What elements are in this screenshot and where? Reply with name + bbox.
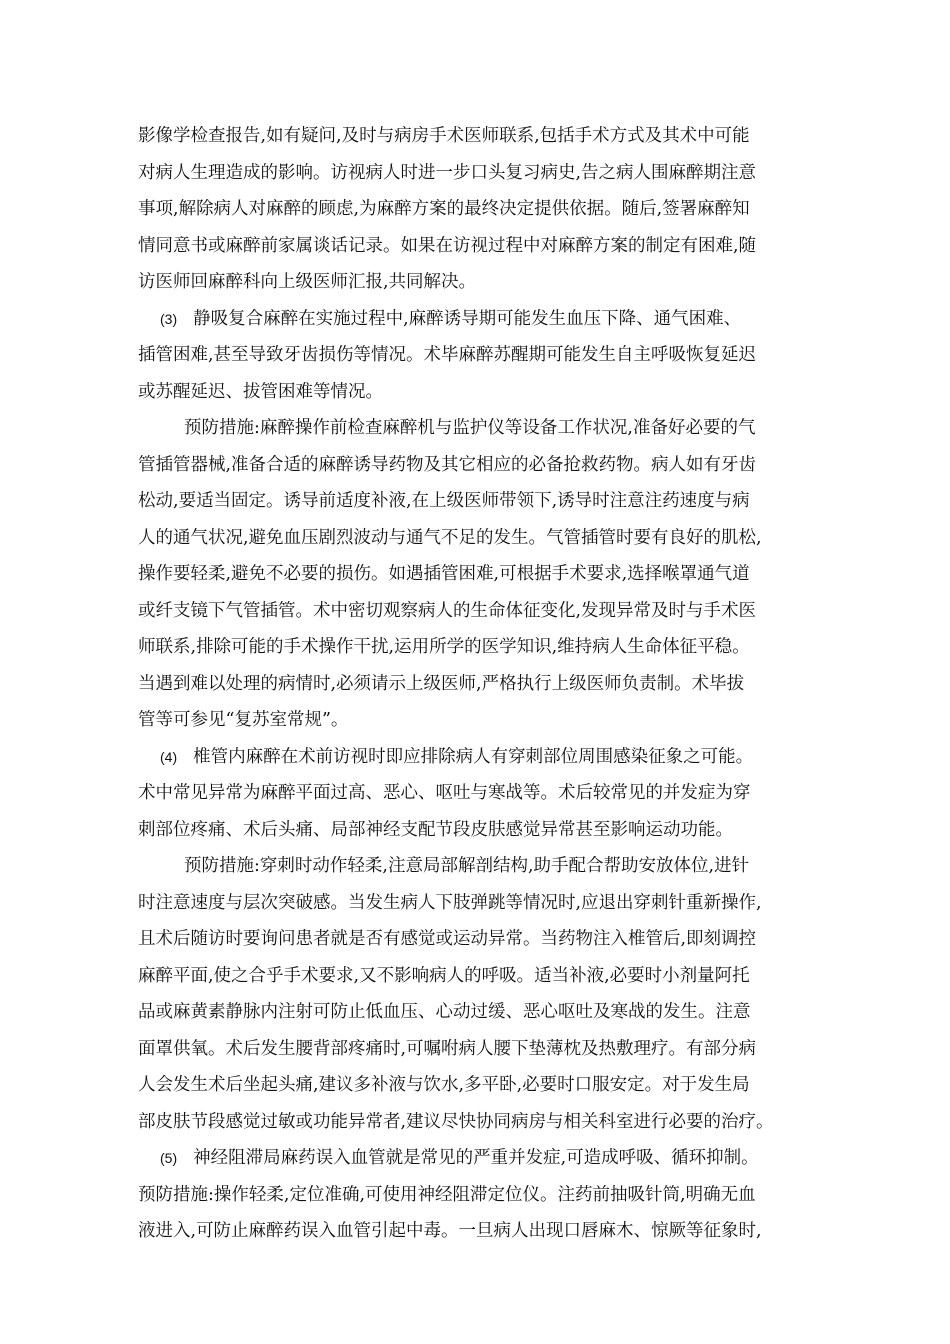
text-line: 情同意书或麻醉前家属谈话记录。如果在访视过程中对麻醉方案的制定有困难,随 xyxy=(138,235,757,256)
text-line-first: 预防措施:麻醉操作前检查麻醉机与监护仪等设备工作状况,准备好必要的气 xyxy=(184,418,756,438)
text-line: 人会发生术后坐起头痛,建议多补液与饮水,多平卧,必要时口服安定。对于发生局 xyxy=(138,1075,750,1095)
text-line-first: 预防措施:穿刺时动作轻柔,注意局部解剖结构,助手配合帮助安放体位,进针 xyxy=(184,856,750,876)
paragraph-item-4 xyxy=(138,739,822,849)
text-line: 品或麻黄素静脉内注射可防止低血压、心动过缓、恶心呕吐及寒战的发生。注意 xyxy=(138,1002,751,1022)
paragraph-item-5 xyxy=(138,1140,822,1250)
text-line: 术中常见异常为麻醉平面过高、恶心、呕吐与寒战等。术后较常见的并发症为穿 xyxy=(138,783,751,803)
text-line: 且术后随访时要询问患者就是否有感觉或运动异常。当药物注入椎管后,即刻调控 xyxy=(138,929,757,949)
text-line: 当遇到难以处理的病情时,必须请示上级医师,严格执行上级医师负责制。术毕拔 xyxy=(138,673,745,694)
text-line: 液进入,可防止麻醉药误入血管引起中毒。一旦病人出现口唇麻木、惊厥等征象时, xyxy=(138,1221,762,1241)
text-line: 人的通气状况,避免血压剧烈波动与通气不足的发生。气管插管时要有良好的肌松, xyxy=(138,527,762,548)
text-line: 面罩供氧。术后发生腰背部疼痛时,可嘱咐病人腰下垫薄枕及热敷理疗。有部分病 xyxy=(138,1038,757,1059)
text-line: 对病人生理造成的影响。访视病人时进一步口头复习病史,告之病人围麻醉期注意 xyxy=(138,162,757,183)
text-line-first xyxy=(138,739,822,776)
text-line: 麻醉平面,使之合乎手术要求,又不影响病人的呼吸。适当补液,必要时小剂量阿托 xyxy=(138,965,750,986)
paragraph-prevention-4 xyxy=(138,848,822,1140)
text-line: 事项,解除病人对麻醉的顾虑,为麻醉方案的最终决定提供依据。随后,签署麻醉知 xyxy=(138,199,750,219)
item-number: (4) xyxy=(160,748,178,765)
paragraph-preop-visit xyxy=(138,118,822,301)
text-line-first xyxy=(138,301,822,338)
text-line: 管等可参见“复苏室常规”。 xyxy=(138,710,349,730)
text-line: 访医师回麻醉科向上级医师汇报,共同解决。 xyxy=(138,272,477,292)
item-number: (5) xyxy=(160,1150,178,1166)
text-line: 插管困难,甚至导致牙齿损伤等情况。术毕麻醉苏醒期可能发生自主呼吸恢复延迟 xyxy=(138,345,757,365)
text-line: 或纤支镜下气管插管。术中密切观察病人的生命体征变化,发现异常及时与手术医 xyxy=(138,600,757,621)
text-line: 或苏醒延迟、拔管困难等情况。 xyxy=(138,381,383,402)
text-line: 神经阻滞局麻药误入血管就是常见的严重并发症,可造成呼吸、循环抑制。 xyxy=(193,1148,759,1168)
text-line: 影像学检查报告,如有疑问,及时与病房手术医师联系,包括手术方式及其术中可能 xyxy=(138,126,750,146)
paragraph-prevention-3 xyxy=(138,410,822,739)
text-line-first xyxy=(138,1140,822,1177)
item-number: (3) xyxy=(160,310,178,327)
text-line: 时注意速度与层次突破感。当发生病人下肢弹跳等情况时,应退出穿刺针重新操作, xyxy=(138,892,762,913)
text-line: 刺部位疼痛、术后头痛、局部神经支配节段皮肤感觉异常甚至影响运动功能。 xyxy=(138,819,733,840)
paragraph-item-3 xyxy=(138,301,822,411)
text-line: 师联系,排除可能的手术操作干扰,运用所学的医学知识,维持病人生命体征平稳。 xyxy=(138,637,750,657)
text-line: 静吸复合麻醉在实施过程中,麻醉诱导期可能发生血压下降、通气困难、 xyxy=(193,308,742,329)
text-line: 操作要轻柔,避免不必要的损伤。如遇插管困难,可根据手术要求,选择喉罩通气道 xyxy=(138,564,750,584)
text-line: 管插管器械,准备合适的麻醉诱导药物及其它相应的必备抢救药物。病人如有牙齿 xyxy=(138,454,757,475)
text-line: 松动,要适当固定。诱导前适度补液,在上级医师带领下,诱导时注意注药速度与病 xyxy=(138,491,750,511)
text-line: 椎管内麻醉在术前访视时即应排除病人有穿刺部位周围感染征象之可能。 xyxy=(193,746,754,767)
text-line: 部皮肤节段感觉过敏或功能异常者,建议尽快协同病房与相关科室进行必要的治疗。 xyxy=(138,1111,774,1132)
text-line: 预防措施:操作轻柔,定位准确,可使用神经阻滞定位仪。注药前抽吸针筒,明确无血 xyxy=(138,1184,756,1205)
